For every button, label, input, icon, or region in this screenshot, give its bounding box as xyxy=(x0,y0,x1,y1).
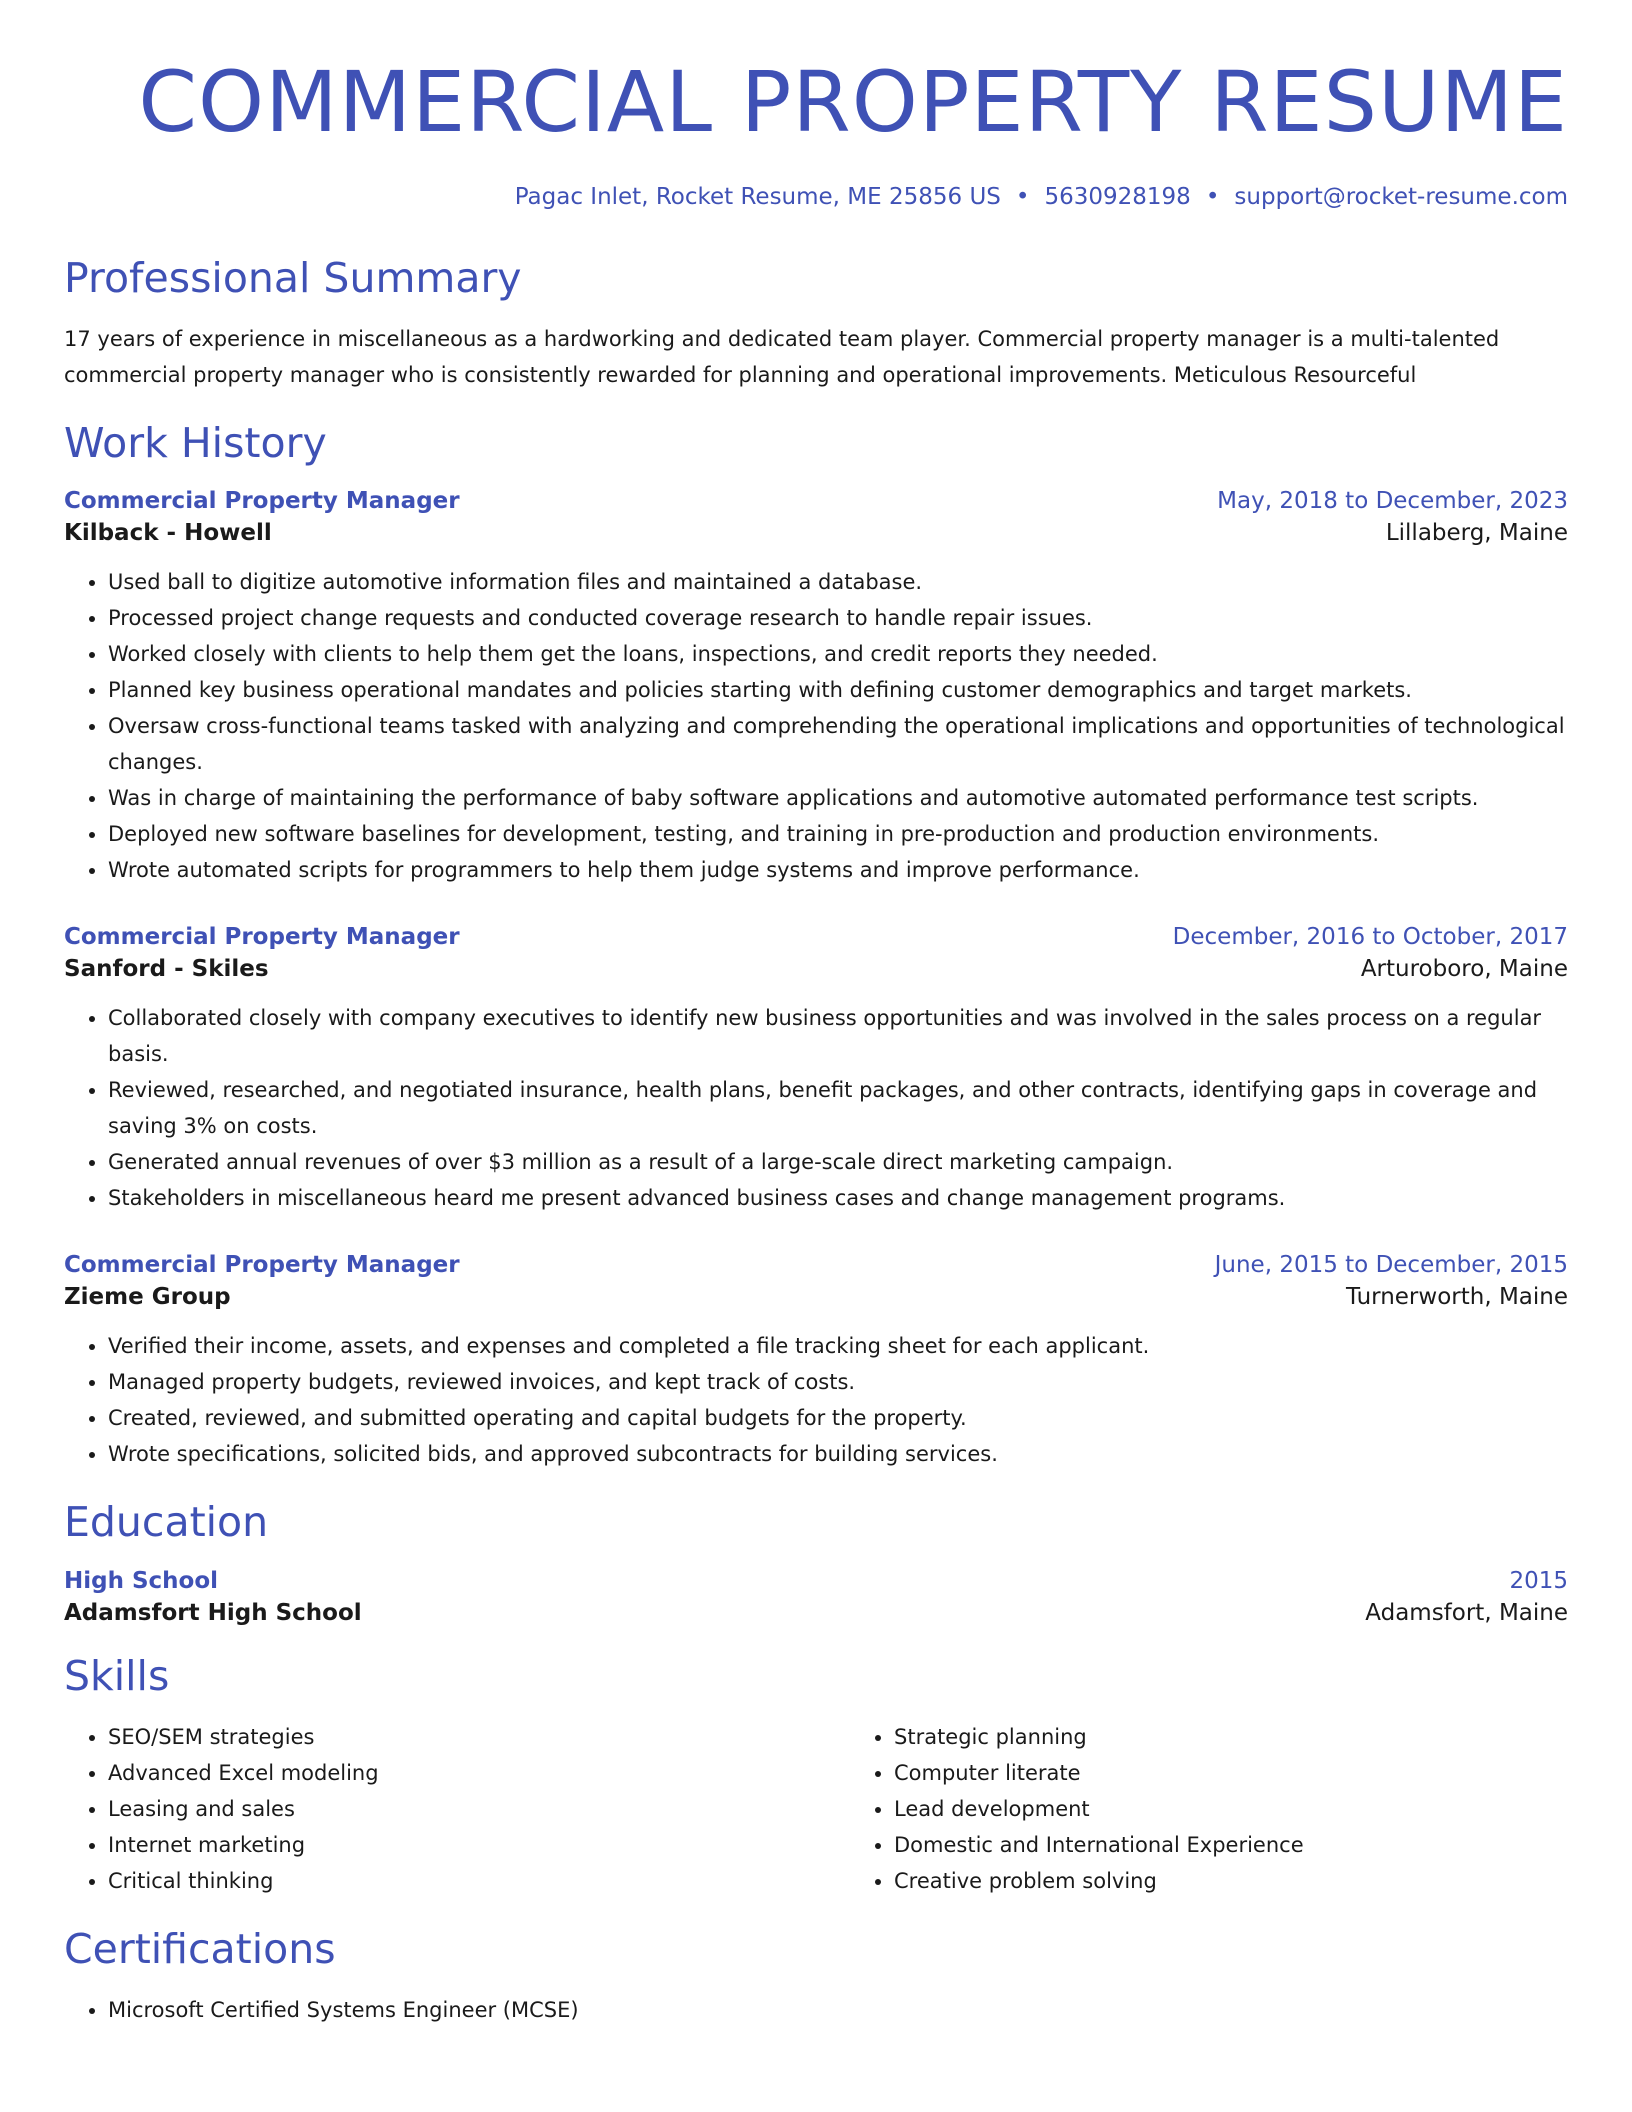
job-header-row xyxy=(64,924,1568,950)
skill-item: • Creative problem solving xyxy=(894,1863,1632,1899)
skills-heading: Skills xyxy=(64,1651,170,1700)
job-dates: December, 2016 to October, 2017 xyxy=(1172,924,1568,951)
skills-list-right xyxy=(850,1719,1632,1899)
job-company-row xyxy=(64,1284,1568,1310)
skill-item: • SEO/SEM strategies xyxy=(108,1719,850,1755)
certifications-list xyxy=(64,1992,1568,2028)
skill-item: • Computer literate xyxy=(894,1755,1632,1791)
skill-item: • Critical thinking xyxy=(108,1863,850,1899)
job-dates: May, 2018 to December, 2023 xyxy=(1217,488,1568,515)
job-header-row xyxy=(64,488,1568,514)
education-year: 2015 xyxy=(1509,1567,1568,1594)
summary-heading: Professional Summary xyxy=(64,254,522,302)
contact-address: Pagac Inlet, Rocket Resume, ME 25856 US xyxy=(514,184,1001,210)
education-entry xyxy=(64,1568,1568,1626)
job-company: Kilback - Howell xyxy=(64,520,272,547)
job-location: Arturoboro, Maine xyxy=(1360,956,1568,983)
education-school-row xyxy=(64,1600,1568,1626)
education-school: Adamsfort High School xyxy=(64,1599,362,1626)
education-location: Adamsfort, Maine xyxy=(1365,1599,1568,1626)
skill-item: • Advanced Excel modeling xyxy=(108,1755,850,1791)
job-title: Commercial Property Manager xyxy=(64,488,460,515)
job-bullet: • Was in charge of maintaining the performance of baby software applications and automotive automated performance test scripts. xyxy=(108,780,1568,816)
job-bullet: • Processed project change requests and conducted coverage research to handle repair issues. xyxy=(108,600,1568,636)
contact-line xyxy=(64,184,1568,210)
job-bullet: • Created, reviewed, and submitted operating and capital budgets for the property. xyxy=(108,1400,1568,1436)
job-bullet: • Worked closely with clients to help them get the loans, inspections, and credit reports they needed. xyxy=(108,636,1568,672)
skills-list-left xyxy=(64,1719,850,1899)
job-bullet: • Used ball to digitize automotive information files and maintained a database. xyxy=(108,564,1568,600)
skill-item: • Leasing and sales xyxy=(108,1791,850,1827)
job-bullet: • Reviewed, researched, and negotiated insurance, health plans, benefit packages, and other contracts, identifying gaps in coverage and saving 3% on costs. xyxy=(108,1072,1568,1144)
job-bullet: • Stakeholders in miscellaneous heard me present advanced business cases and change management programs. xyxy=(108,1180,1568,1216)
job-entry xyxy=(64,1252,1568,1472)
job-bullet: • Wrote specifications, solicited bids, and approved subcontracts for building services. xyxy=(108,1436,1568,1472)
resume-title: COMMERCIAL PROPERTY RESUME xyxy=(138,53,1568,151)
skill-item: • Internet marketing xyxy=(108,1827,850,1863)
job-title: Commercial Property Manager xyxy=(64,1252,460,1279)
job-company: Sanford - Skiles xyxy=(64,956,269,983)
skill-item: • Domestic and International Experience xyxy=(894,1827,1632,1863)
contact-separator: • xyxy=(1205,184,1220,210)
education-degree: High School xyxy=(64,1567,219,1594)
job-location: Lillaberg, Maine xyxy=(1385,520,1568,547)
job-bullets xyxy=(64,1328,1568,1472)
job-bullets xyxy=(64,564,1568,888)
summary-text: 17 years of experience in miscellaneous as a hardworking and dedicated team player. Commercial property manager is a multi-talented commercial property manager who is consistently rewarded for planning and operational improvements. Meticulous Resourceful xyxy=(64,327,1500,388)
contact-email: support@rocket-resume.com xyxy=(1234,184,1568,210)
job-entry xyxy=(64,488,1568,888)
skill-item: • Lead development xyxy=(894,1791,1632,1827)
education-header-row xyxy=(64,1568,1568,1594)
job-bullet: • Collaborated closely with company executives to identify new business opportunities and was involved in the sales process on a regular basis. xyxy=(108,1000,1568,1072)
job-bullet: • Deployed new software baselines for development, testing, and training in pre-production and production environments. xyxy=(108,816,1568,852)
job-bullet: • Generated annual revenues of over $3 million as a result of a large-scale direct marketing campaign. xyxy=(108,1144,1568,1180)
job-header-row xyxy=(64,1252,1568,1278)
job-company-row xyxy=(64,520,1568,546)
skill-item: • Strategic planning xyxy=(894,1719,1632,1755)
job-dates: June, 2015 to December, 2015 xyxy=(1214,1252,1568,1279)
certifications-heading: Certifications xyxy=(64,1924,336,1973)
skills-columns xyxy=(64,1719,1568,1899)
job-bullet: • Oversaw cross-functional teams tasked with analyzing and comprehending the operational implications and opportunities of technological changes. xyxy=(108,708,1568,780)
job-bullet: • Wrote automated scripts for programmers to help them judge systems and improve performance. xyxy=(108,852,1568,888)
job-bullet: • Verified their income, assets, and expenses and completed a file tracking sheet for each applicant. xyxy=(108,1328,1568,1364)
job-bullets xyxy=(64,1000,1568,1216)
education-heading: Education xyxy=(64,1498,269,1547)
job-company-row xyxy=(64,956,1568,982)
job-bullet: • Managed property budgets, reviewed invoices, and kept track of costs. xyxy=(108,1364,1568,1400)
contact-separator: • xyxy=(1015,184,1030,210)
job-title: Commercial Property Manager xyxy=(64,924,460,951)
work-history-heading: Work History xyxy=(64,419,327,468)
job-company: Zieme Group xyxy=(64,1284,231,1311)
job-location: Turnerworth, Maine xyxy=(1346,1284,1568,1311)
certification-item: • Microsoft Certified Systems Engineer (MCSE) xyxy=(108,1992,1568,2028)
contact-phone: 5630928198 xyxy=(1044,184,1191,210)
job-bullet: • Planned key business operational mandates and policies starting with defining customer demographics and target markets. xyxy=(108,672,1568,708)
job-entry xyxy=(64,924,1568,1216)
